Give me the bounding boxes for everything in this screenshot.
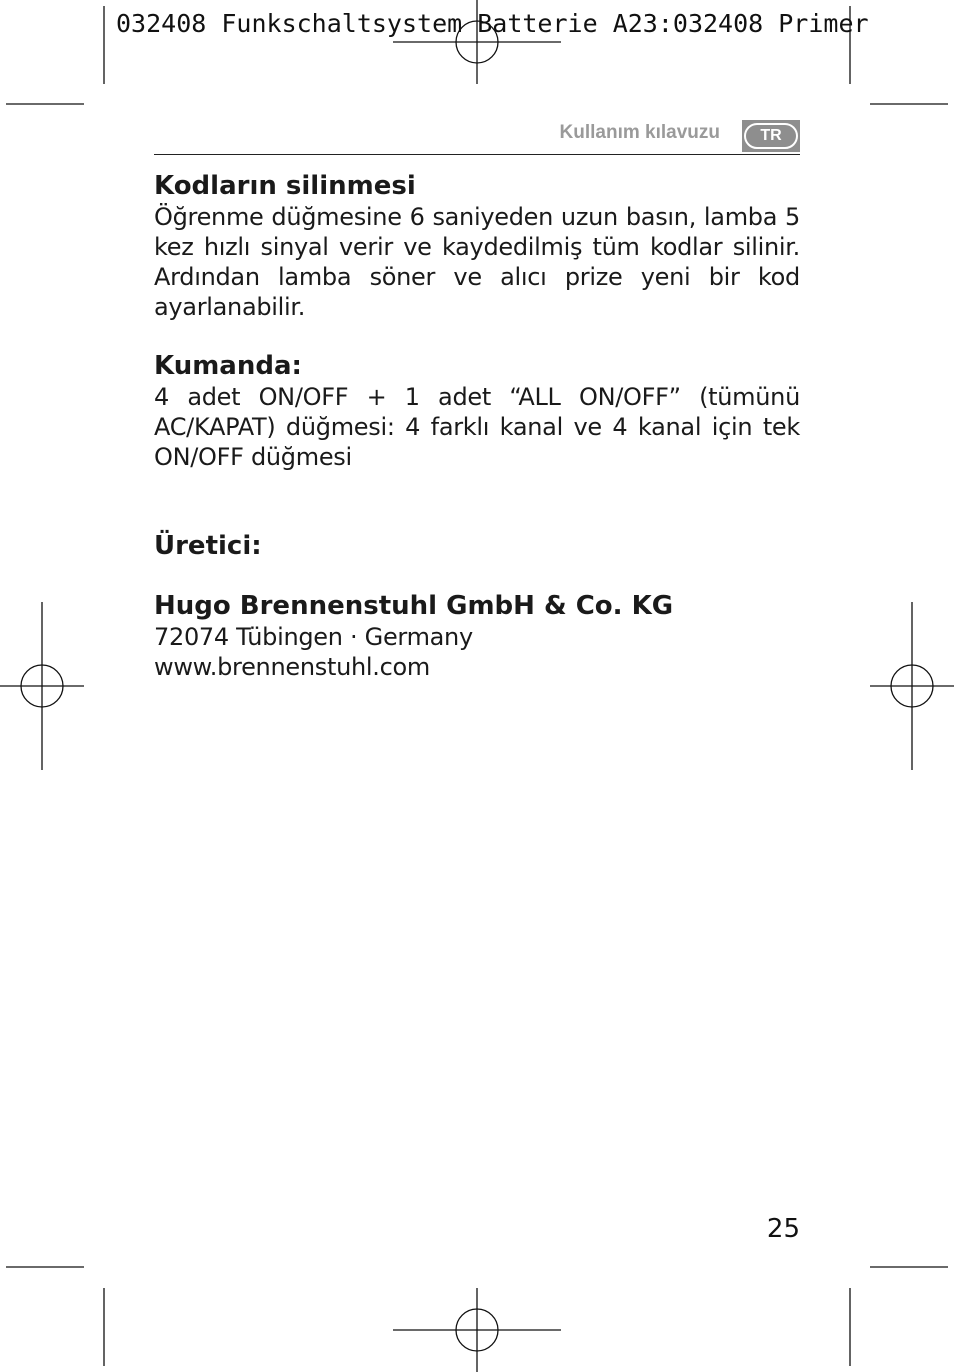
running-header [154,118,800,155]
company-website: www.brennenstuhl.com [154,653,430,681]
section-body: 4 adet ON/OFF + 1 adet “ALL ON/OFF” (tümünü AC/KAPAT) düğmesi: 4 farklı kanal ve 4 kanal için tek ON/OFF düğmesi [154,383,800,471]
section-manufacturer [154,530,800,682]
registration-mark-bottom [393,1288,561,1372]
section-heading: Üretici: [154,531,262,561]
section-heading: Kumanda: [154,351,302,381]
print-slug-line: 032408 Funkschaltsystem Batterie A23:032408 Primer [116,9,869,38]
section-heading: Kodların silinmesi [154,171,416,201]
section-remote-control [154,350,800,472]
company-name: Hugo Brennenstuhl GmbH & Co. KG [154,591,674,621]
page-number: 25 [766,1214,800,1244]
running-title: Kullanım kılavuzu [559,122,720,143]
registration-mark-right [870,602,954,770]
registration-mark-left [0,602,84,770]
section-body: Öğrenme düğmesine 6 saniyeden uzun basın, lamba 5 kez hızlı sinyal verir ve kaydedilmiş tüm kodlar silinir. Ardından lamba söner ve alıcı prize yeni bir kod ayarlanabilir. [154,203,800,321]
language-code: TR [744,123,798,149]
page-content [154,170,800,682]
section-code-deletion [154,170,800,322]
language-badge [742,120,800,152]
company-address: 72074 Tübingen · Germany [154,623,473,651]
